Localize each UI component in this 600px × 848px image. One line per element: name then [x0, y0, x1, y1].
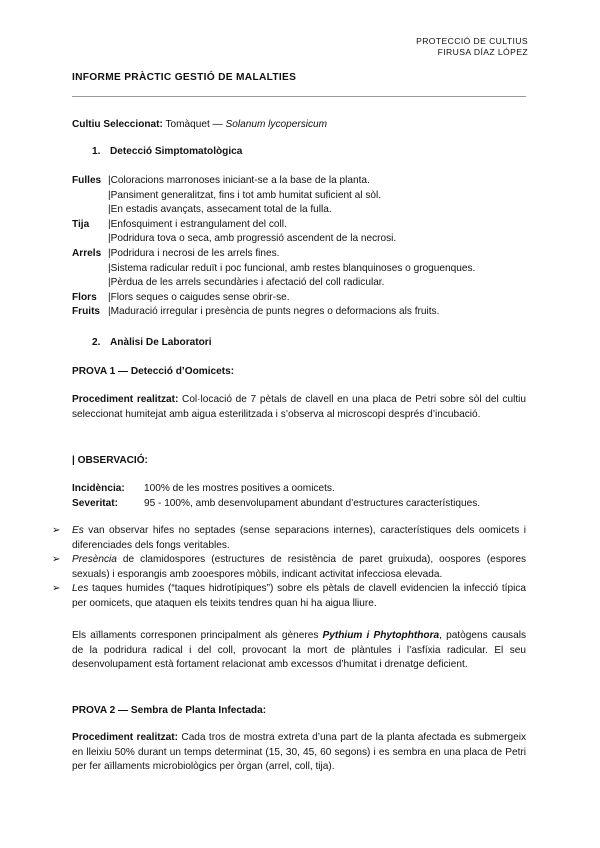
- observation-bullet: [52, 524, 526, 553]
- procedure-text: Cada tros de mostra extreta d’una part de la planta afectada es submergeix en lleixiu 50% durant un temps determinat (15, 30, 45, 60 segons) i es sembra en una placa de Petri per fer aïllaments microbiològics per òrgan (arrel, coll, tija).: [72, 732, 526, 773]
- section-title: Anàlisi De Laboratori: [110, 337, 212, 348]
- arrow-bullet-icon: ➢: [52, 583, 61, 595]
- symptom-organ: Tija: [72, 218, 90, 230]
- procedure-label: Procediment realitzat:: [72, 394, 179, 405]
- symptom-row: [72, 174, 532, 189]
- observation-bullet: [52, 553, 526, 582]
- test2-procedure: [72, 731, 526, 775]
- conclusion-text-start: Els aïllaments corresponen principalment als gèneres: [72, 630, 323, 641]
- document-title: INFORME PRÀCTIC GESTIÓ DE MALALTIES: [72, 72, 297, 83]
- symptom-description: |Podridura i necrosi de les arrels fines.: [108, 247, 280, 259]
- symptom-description: |Coloracions marronoses iniciant-se a la base de la planta.: [108, 175, 370, 186]
- bullet-text: de clamidospores (estructures de resistència de paret gruixuda), oospores (espores sexuals) i esporangis amb zooespores mòbils, indicant activitat infecciosa elevada.: [72, 554, 526, 580]
- section-title: Detecció Simptomatològica: [110, 146, 243, 157]
- severity-row: [72, 497, 526, 512]
- symptom-description: |Maduració irregular i presència de punts negres o deformacions als fruits.: [108, 306, 440, 318]
- symptom-description: |Enfosquiment i estrangulament del coll.: [108, 218, 287, 230]
- incidence-value: 100% de les mostres positives a oomicets.: [144, 483, 335, 494]
- severity-label: Severitat:: [72, 497, 119, 509]
- symptom-row: [72, 203, 532, 218]
- bullet-lead-word: Es: [72, 525, 84, 536]
- crop-scientific-name: Solanum lycopersicum: [225, 119, 328, 130]
- severity-value: 95 - 100%, amb desenvolupament abundant d’estructures característiques.: [144, 497, 481, 509]
- header-author: FIRUSA DÍAZ LÓPEZ: [437, 47, 528, 57]
- symptom-description: |Pèrdua de les arrels secundàries i afectació del coll radicular.: [108, 277, 385, 289]
- arrow-bullet-icon: ➢: [52, 554, 61, 566]
- symptom-row: [72, 262, 532, 277]
- symptom-row: [72, 232, 532, 247]
- arrow-bullet-icon: ➢: [52, 525, 61, 536]
- symptom-row: [72, 247, 532, 262]
- test2-title: PROVA 2 — Sembra de Planta Infectada:: [72, 705, 267, 716]
- section-heading-symptoms: [92, 146, 242, 157]
- incidence-row: [72, 482, 526, 497]
- symptom-description: |En estadis avançats, assecament total de la fulla.: [108, 204, 332, 216]
- title-divider: [72, 96, 526, 97]
- symptom-description: |Pansiment generalitzat, fins i tot amb humitat suficient al sòl.: [108, 189, 382, 201]
- procedure-text: Col·locació de 7 pètals de clavell en una placa de Petri sobre sòl del cultiu seleccionat humitejat amb aigua esterilitzada i s’observa al microscopi després d’incubació.: [72, 394, 526, 420]
- symptom-row: [72, 276, 532, 291]
- crop-common-name: Tomàquet —: [165, 119, 223, 130]
- observation-title: | OBSERVACIÓ:: [72, 455, 148, 466]
- conclusion-text-end: , patògens causals de la podridura radical i del coll, provocant la mort de plàntules i l’asfíxia radicular. El seu desenvolupament està fortament relacionat amb excessos d’humitat i drenatge deficient.: [72, 630, 527, 671]
- section-number: 1.: [92, 146, 101, 157]
- symptom-organ: Fulles: [72, 175, 102, 186]
- section-heading-lab: [92, 337, 212, 348]
- test1-conclusion: [72, 629, 526, 673]
- symptom-organ: Arrels: [72, 247, 102, 259]
- symptom-row: [72, 291, 532, 306]
- incidence-label: Incidència:: [72, 483, 125, 494]
- bullet-lead-word: Les: [72, 583, 89, 595]
- symptoms-list: [72, 174, 532, 320]
- symptom-row: [72, 218, 532, 233]
- symptom-organ: Fruits: [72, 306, 101, 318]
- crop-label: Cultiu Seleccionat:: [72, 119, 163, 130]
- crop-line: [72, 118, 327, 133]
- conclusion-genera: Pythium i Phytophthora: [322, 630, 440, 641]
- bullet-text: van observar hifes no septades (sense separacions internes), característiques dels oomicets i diferenciades dels fongs veritables.: [72, 525, 526, 551]
- page-header: [416, 36, 528, 58]
- section-number: 2.: [92, 337, 101, 348]
- observation-metrics: [72, 482, 526, 511]
- test1-title: PROVA 1 — Detecció d’Oomicets:: [72, 366, 235, 377]
- bullet-lead-word: Presència: [72, 554, 117, 566]
- procedure-label: Procediment realitzat:: [72, 732, 179, 743]
- symptom-organ: Flors: [72, 291, 97, 303]
- header-course: PROTECCIÓ DE CULTIUS: [416, 36, 528, 46]
- symptom-description: |Podridura tova o seca, amb progressió ascendent de la necrosi.: [108, 233, 397, 245]
- symptom-row: [72, 305, 532, 320]
- observation-bullets: [52, 524, 526, 612]
- observation-bullet: [52, 582, 526, 611]
- symptom-row: [72, 189, 532, 204]
- symptom-description: |Flors seques o caigudes sense obrir-se.: [108, 291, 290, 303]
- bullet-text: taques humides (“taques hidrotípiques”) sobre els pètals de clavell evidencien la infecció típica per oomicets, que ataquen els teixits tendres quan hi ha aigua lliure.: [72, 583, 526, 609]
- test1-procedure: [72, 393, 526, 422]
- symptom-description: |Sistema radicular reduït i poc funcional, amb restes blanquinoses o groguenques.: [108, 262, 476, 274]
